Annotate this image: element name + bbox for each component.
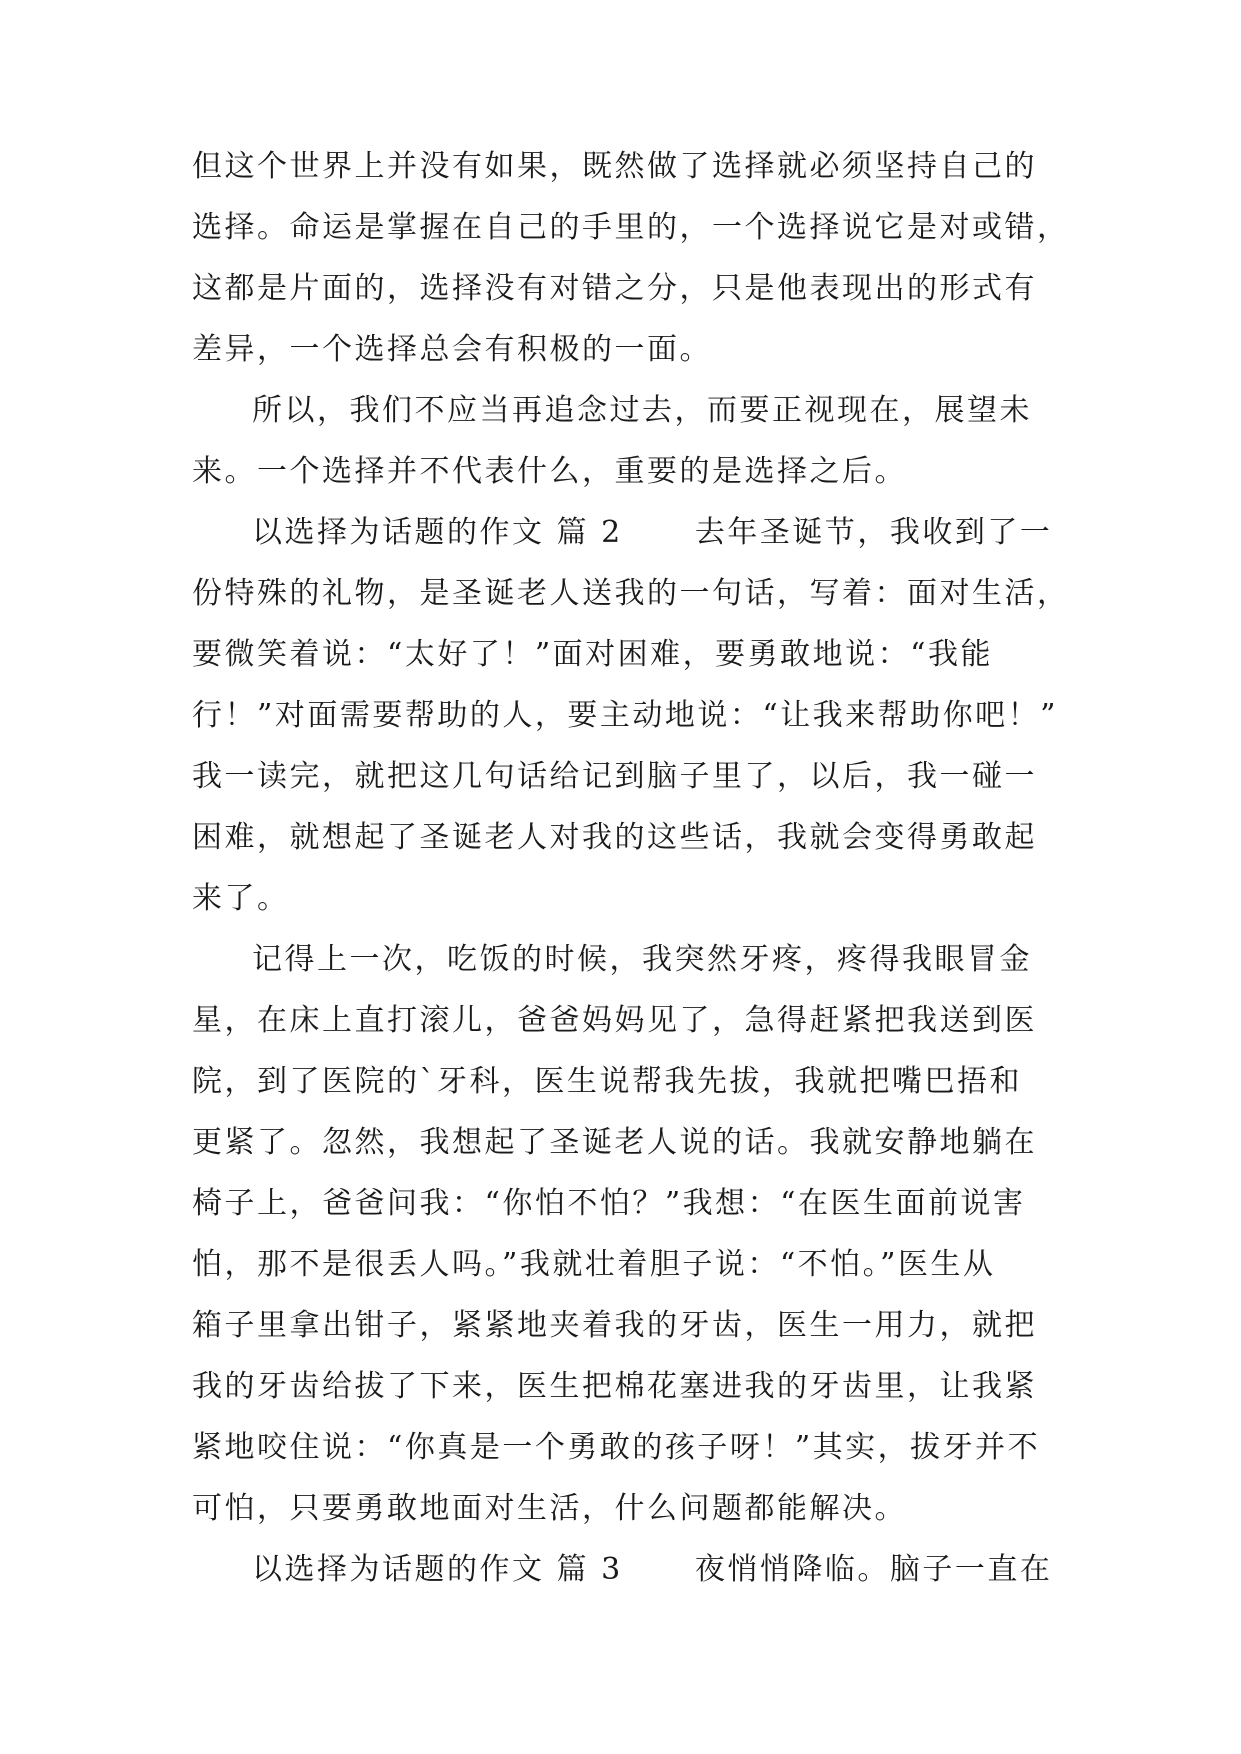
text-line: 但这个世界上并没有如果，既然做了选择就必须坚持自己的 xyxy=(192,149,1037,184)
text-line: 怕，那不是很丢人吗。”我就壮着胆子说：“不怕。”医生从 xyxy=(192,1247,996,1282)
section-heading-line: 以选择为话题的作文 篇 2 去年圣诞节，我收到了一 xyxy=(252,515,1053,550)
text-line: 差异，一个选择总会有积极的一面。 xyxy=(192,332,712,367)
text-line: 困难，就想起了圣诞老人对我的这些话，我就会变得勇敢起 xyxy=(192,820,1037,855)
text-line: 这都是片面的，选择没有对错之分，只是他表现出的形式有 xyxy=(192,271,1037,306)
text-line: 记得上一次，吃饭的时候，我突然牙疼，疼得我眼冒金 xyxy=(252,942,1032,977)
text-line: 所以，我们不应当再追念过去，而要正视现在，展望未 xyxy=(252,393,1032,428)
text-line: 椅子上，爸爸问我：“你怕不怕？”我想：“在医生面前说害 xyxy=(192,1186,1026,1221)
text-line: 院，到了医院的`牙科，医生说帮我先拔，我就把嘴巴捂和 xyxy=(192,1064,1022,1099)
text-line: 星，在床上直打滚儿，爸爸妈妈见了，急得赶紧把我送到医 xyxy=(192,1003,1037,1038)
text-line: 来了。 xyxy=(192,881,290,916)
text-line: 份特殊的礼物，是圣诞老人送我的一句话，写着：面对生活， xyxy=(192,576,1070,611)
text-line: 紧地咬住说：“你真是一个勇敢的孩子呀！”其实，拔牙并不 xyxy=(192,1430,1041,1465)
section-heading-line: 以选择为话题的作文 篇 3 夜悄悄降临。脑子一直在 xyxy=(252,1552,1053,1587)
text-line: 我一读完，就把这几句话给记到脑子里了，以后，我一碰一 xyxy=(192,759,1037,794)
text-line: 行！”对面需要帮助的人，要主动地说：“让我来帮助你吧！” xyxy=(192,698,1059,733)
text-line: 选择。命运是掌握在自己的手里的，一个选择说它是对或错， xyxy=(192,210,1070,245)
text-line: 更紧了。忽然，我想起了圣诞老人说的话。我就安静地躺在 xyxy=(192,1125,1037,1160)
text-line: 要微笑着说：“太好了！”面对困难，要勇敢地说：“我能 xyxy=(192,637,994,672)
text-line: 可怕，只要勇敢地面对生活，什么问题都能解决。 xyxy=(192,1491,907,1526)
text-line: 箱子里拿出钳子，紧紧地夹着我的牙齿，医生一用力，就把 xyxy=(192,1308,1037,1343)
text-line: 我的牙齿给拔了下来，医生把棉花塞进我的牙齿里，让我紧 xyxy=(192,1369,1037,1404)
text-line: 来。一个选择并不代表什么，重要的是选择之后。 xyxy=(192,454,907,489)
